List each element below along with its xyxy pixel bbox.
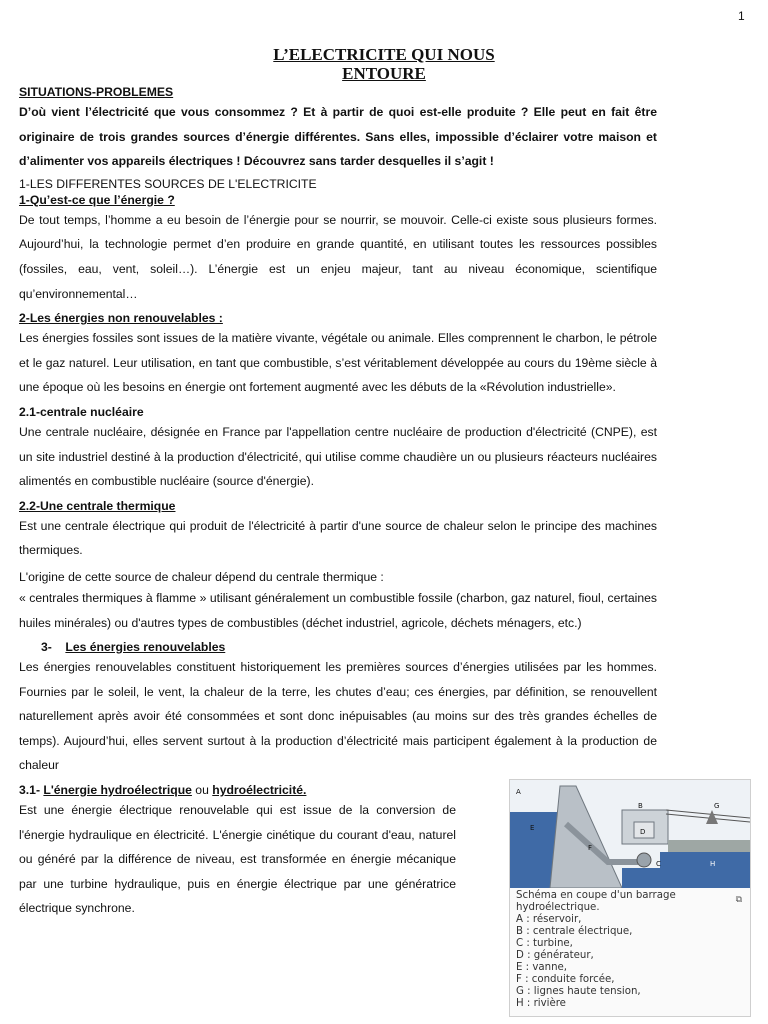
- dam-diagram: [510, 780, 750, 888]
- section-2-1-heading: 2.1-centrale nucléaire: [19, 404, 144, 419]
- label-e: E: [530, 824, 535, 832]
- section-2-2-text-1: Est une centrale électrique qui produit de l'électricité à partir d'une source de chaleur selon le principe des machines thermiques.: [19, 518, 657, 558]
- section-2-2-heading: 2.2-Une centrale thermique: [19, 498, 176, 513]
- section-3-title: Les énergies renouvelables: [65, 640, 226, 655]
- section-3-1-middle: ou: [191, 783, 213, 798]
- label-f: F: [588, 844, 593, 852]
- river-bank: [668, 840, 750, 852]
- document-title: [0, 45, 768, 83]
- legend-item: G : lignes haute tension,: [516, 986, 641, 997]
- label-d: D: [640, 828, 646, 836]
- legend-item: A : réservoir,: [516, 914, 582, 925]
- river-water: [660, 852, 750, 888]
- legend-item: C : turbine,: [516, 938, 573, 949]
- legend-item: D : générateur,: [516, 950, 594, 961]
- expand-icon[interactable]: ⧉: [735, 894, 742, 904]
- legend-item: E : vanne,: [516, 962, 568, 973]
- section-3-heading: [19, 639, 657, 655]
- label-g: G: [714, 802, 720, 810]
- tailrace-water: [622, 868, 672, 888]
- dam-figure: [509, 779, 751, 1017]
- section-2-text: Les énergies fossiles sont issues de la matière vivante, végétale ou animale. Elles comprennent le charbon, le pétrole et le gaz naturel. Leur utilisation, en tant que combustible, s’est véritablement développée au cours du 19ème siècle à une époque où les besoins en énergie ont fortement augmenté avec les débuts de la «Révolution industrielle».: [19, 331, 657, 395]
- label-c: C: [656, 860, 661, 868]
- turbine: [637, 853, 651, 867]
- page-number: 1: [738, 9, 745, 23]
- section-2-2-text-3: « centrales thermiques à flamme » utilisant généralement un combustible fossile (charbon, gaz naturel, fioul, certaines huiles minérales) ou d'autres types de combustibles (déchet industriel, agricole, déchets ménagers, etc.): [19, 590, 657, 630]
- section-1-heading: 1-LES DIFFERENTES SOURCES DE L'ELECTRICITE: [19, 176, 317, 191]
- legend-item: F : conduite forcée,: [516, 974, 615, 985]
- label-b: B: [638, 802, 643, 810]
- title-line-1: L’ELECTRICITE QUI NOUS: [273, 45, 495, 64]
- section-3-1-text: Est une énergie électrique renouvelable qui est issue de la conversion de l'énergie hydraulique en électricité. L'énergie cinétique du courant d'eau, naturel ou généré par la différence de niveau, est transformée en énergie mécanique par une turbine hydraulique, puis en énergie électrique par une génératrice électrique synchrone.: [19, 803, 456, 916]
- section-1-subheading: 1-Qu’est-ce que l’énergie ?: [19, 192, 175, 207]
- title-line-2: ENTOURE: [342, 64, 426, 83]
- section-2-heading: 2-Les énergies non renouvelables :: [19, 311, 223, 326]
- situations-text: D’où vient l’électricité que vous consommez ? Et à partir de quoi est-elle produite ? Elle peut en fait être originaire de trois grandes sources d’énergie différentes. Sans elles, impossible d’éclairer votre maison et d’alimenter vos appareils électriques ! Découvrez sans tarder desquelles il s’agit !: [19, 105, 657, 169]
- figure-caption: [510, 888, 750, 1012]
- section-3-text: Les énergies renouvelables constituent historiquement les premières sources d’énergies utilisées par les hommes. Fournies par le soleil, le vent, la chaleur de la terre, les chutes d’eau; ces énergies, par définition, se renouvellent naturellement après avoir été consommées et sont donc inépuisables (au moins sur des très grandes échelles de temps). Aujourd’hui, elles servent surtout à la production d’électricité mais participent également à la production de chaleur: [19, 660, 657, 773]
- section-3-1-number: 3.1-: [19, 783, 41, 798]
- label-h: H: [710, 860, 716, 868]
- situations-heading: SITUATIONS-PROBLEMES: [19, 85, 174, 99]
- section-1-text: De tout temps, l’homme a eu besoin de l’énergie pour se nourrir, se mouvoir. Celle-ci existe sous plusieurs formes. Aujourd’hui, la technologie permet d’en produire en grande quantité, en utilisant toutes les ressources possibles (fossiles, eau, vent, soleil…). L’énergie est un enjeu majeur, tant au niveau économique, scientifique qu’environnemental…: [19, 212, 657, 301]
- legend-item: H : rivière: [516, 998, 566, 1009]
- hydro-energy-link[interactable]: L'énergie hydroélectrique: [43, 783, 192, 798]
- hydroelectricity-link[interactable]: hydroélectricité.: [212, 783, 307, 798]
- section-2-1-text: Une centrale nucléaire, désignée en France par l'appellation centre nucléaire de production d'électricité (CNPE), est un site industriel destiné à la production d'électricité, qui utilise comme chaudière un ou plusieurs réacteurs nucléaires alimentés en combustible nucléaire (source d'énergie).: [19, 424, 657, 489]
- legend-item: B : centrale électrique,: [516, 926, 633, 937]
- section-3-number: 3-: [41, 640, 52, 655]
- caption-title-2: hydroélectrique.: [516, 902, 600, 913]
- caption-title-1: Schéma en coupe d'un barrage: [516, 890, 676, 901]
- label-a: A: [516, 788, 521, 796]
- section-2-2-text-2: L'origine de cette source de chaleur dépend du centrale thermique :: [19, 569, 384, 584]
